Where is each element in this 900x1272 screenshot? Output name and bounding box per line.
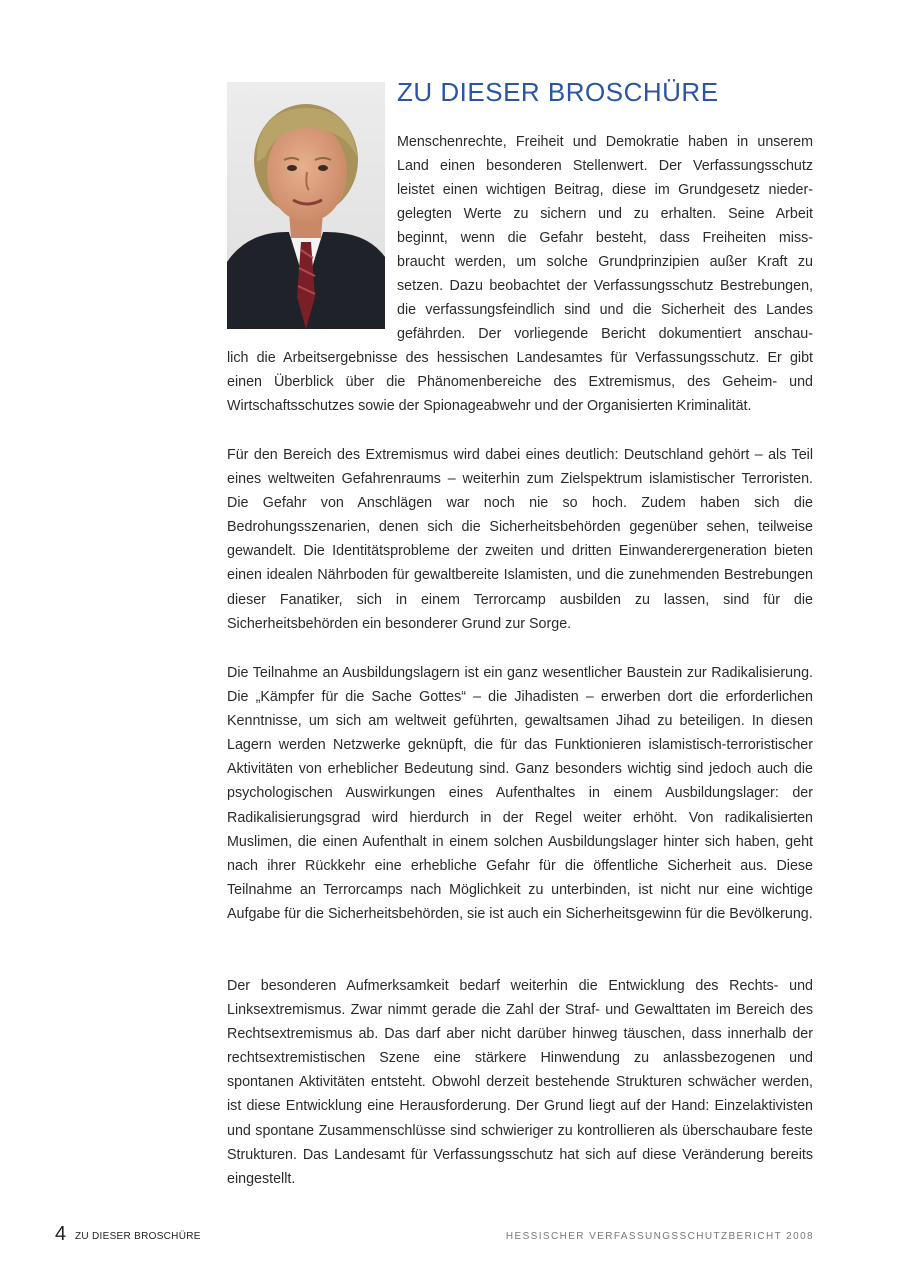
intro-line: gefährden. Der vorliegende Bericht dokumentiert anschau- [397, 326, 813, 342]
page-title: ZU DIESER BROSCHÜRE [397, 77, 719, 107]
paragraph-training-camps: Die Teilnahme an Ausbildungslagern ist ein ganz wesentlicher Baustein zur Radikalisierung. Die „Kämpfer für die Sache Gottes“ – die Jihadisten – erwerben dort die erforderlichen Kenntnisse, um sich am weltweit geführten, gewaltsamen Jihad zu beteiligen. In diesen Lagern werden Netzwerke geknüpft, die für das Funktionieren islamistisch-terroristischer Aktivitäten von erheblicher Bedeutung sind. Ganz besonders wichtig sind jedoch auch die psychologischen Auswirkungen eines Aufenthaltes in einem Ausbildungslager: der Radikalisierungsgrad wird hierdurch in der Regel weiter erhöht. Von radikalisierten Muslimen, die einen Aufenthalt in einem solchen Ausbildungslager hinter sich haben, geht nach ihrer Rückkehr eine erhebliche Gefahr für die öffentliche Sicherheit aus. Diese Teilnahme an Terrorcamps nach Möglichkeit zu unterbinden, ist nicht nur eine wichtige Aufgabe für die Sicherheitsbehörden, sie ist auch ein Sicherheitsgewinn für die Bevölkerung. [227, 665, 813, 922]
portrait-photo [227, 82, 385, 329]
intro-line: Menschenrechte, Freiheit und Demokratie haben in unserem [397, 134, 813, 150]
footer-section-title: ZU DIESER BROSCHÜRE [75, 1231, 201, 1242]
intro-line: Land einen besonderen Stellenwert. Der Verfassungsschutz [397, 158, 813, 174]
intro-line: beginnt, wenn die Gefahr besteht, dass Freiheiten miss- [397, 230, 813, 246]
intro-line: setzen. Dazu beobachtet der Verfassungsschutz Bestrebungen, [397, 278, 813, 294]
paragraph-extremism: Für den Bereich des Extremismus wird dabei eines deutlich: Deutschland gehört – als Teil eines weltweiten Gefahrenraums – weiterhin zum Zielspektrum islamistischer Terroristen. Die Gefahr von Anschlägen war noch nie so hoch. Zudem haben sich die Bedrohungsszenarien, denen sich die Sicherheitsbehörden gegenüber sehen, teilweise gewandelt. Die Identitätsprobleme der zweiten und dritten Einwanderergeneration bieten einen idealen Nährboden für gewaltbereite Islamisten, und die zunehmenden Bestrebungen dieser Fanatiker, sich in einem Terrorcamp ausbilden zu lassen, sind für die Sicherheitsbehörden ein besonderer Grund zur Sorge. [227, 447, 813, 632]
intro-paragraph-continuation: lich die Arbeitsergebnisse des hessischen Landesamtes für Verfassungsschutz. Er gibt einen Überblick über die Phänomenbereiche des Extremismus, des Geheim- und Wirtschaftsschutzes sowie der Spionageabwehr und der Organisierten Kriminalität. [227, 350, 813, 415]
intro-line: gelegten Werte zu sichern und zu erhalten. Seine Arbeit [397, 206, 813, 222]
intro-line: leistet einen wichtigen Beitrag, diese im Grundgesetz nieder- [397, 182, 813, 198]
intro-line: braucht werden, um solche Grundprinzipien außer Kraft zu [397, 254, 813, 270]
page-number: 4 [55, 1223, 67, 1245]
footer-report-title: HESSISCHER VERFASSUNGSSCHUTZBERICHT 2008 [505, 1231, 814, 1242]
intro-line: die verfassungsfeindlich sind und die Sicherheit des Landes [397, 302, 813, 318]
paragraph-right-left-extremism: Der besonderen Aufmerksamkeit bedarf weiterhin die Entwicklung des Rechts- und Linksextremismus. Zwar nimmt gerade die Zahl der Straf- und Gewalttaten im Bereich des Rechtsextremismus ab. Das darf aber nicht darüber hinweg täuschen, dass innerhalb der rechtsextremistischen Szene eine stärkere Hinwendung zu anlassbezogenen und spontanen Aktivitäten entsteht. Obwohl derzeit bestehende Strukturen schwächer werden, ist diese Entwicklung eine Herausforderung. Der Grund liegt auf der Hand: Einzelaktivisten und spontane Zusammenschlüsse sind schwieriger zu kontrollieren als überschaubare feste Strukturen. Das Landesamt für Verfassungsschutz hat sich auf diese Veränderung bereits eingestellt. [227, 978, 813, 1187]
